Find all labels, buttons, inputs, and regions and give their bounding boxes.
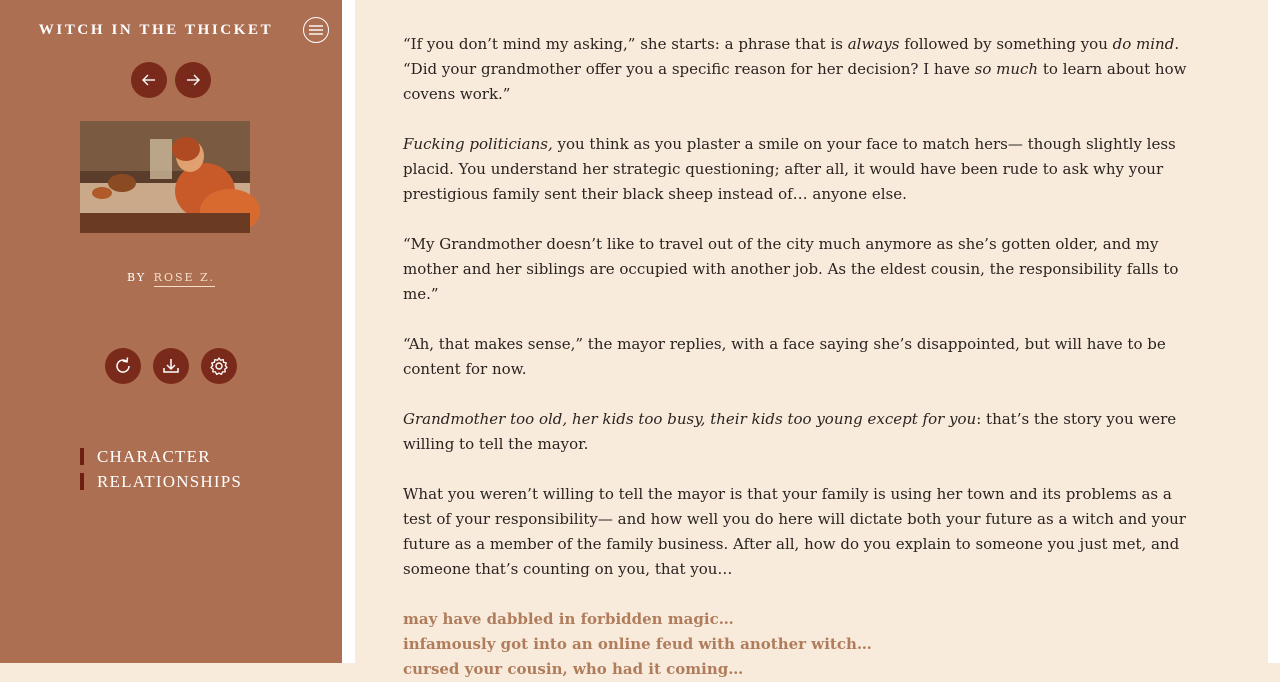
sidebar-item-label: RELATIONSHIPS	[97, 471, 243, 491]
restart-icon	[113, 356, 133, 376]
back-button[interactable]	[131, 62, 167, 98]
story-title: WITCH IN THE THICKET	[38, 22, 274, 38]
sidebar-item-relationships[interactable]	[80, 469, 242, 494]
sidebar	[0, 0, 342, 663]
choice-list	[403, 607, 1203, 682]
text: followed by something you	[899, 35, 1113, 53]
menu-button[interactable]	[303, 17, 329, 43]
text: : that’s the story you were willing to tell the mayor.	[403, 410, 1177, 453]
download-icon	[161, 356, 181, 376]
settings-button[interactable]	[201, 348, 237, 384]
sidebar-item-label: CHARACTER	[97, 446, 211, 466]
cover-portrait	[80, 121, 250, 233]
nav-marker	[80, 448, 84, 465]
text: “If you don’t mind my asking,” she starts: a phrase that is	[403, 35, 848, 53]
paragraph: “Ah, that makes sense,” the mayor replies, with a face saying she’s disappointed, but will have to be content for now.	[403, 335, 1166, 378]
paragraph: “My Grandmother doesn’t like to travel out of the city much anymore as she’s gotten older, and my mother and her siblings are occupied with another job. As the eldest cousin, the responsibility falls to me.”	[403, 235, 1179, 303]
author-link[interactable]: ROSE Z.	[154, 271, 215, 287]
emphasis: Grandmother too old, her kids too busy, their kids too young except for you	[403, 410, 977, 428]
passage	[403, 32, 1203, 682]
choice-link[interactable]: may have dabbled in forbidden magic…	[403, 610, 734, 628]
text: to learn about how covens work.”	[403, 60, 1187, 103]
restart-button[interactable]	[105, 348, 141, 384]
sidebar-nav	[80, 444, 242, 494]
emphasis: so much	[974, 60, 1039, 78]
emphasis: always	[847, 35, 900, 53]
page-edge	[1268, 0, 1280, 663]
arrow-left-icon	[142, 74, 156, 86]
paragraph	[403, 407, 1203, 457]
arrow-right-icon	[186, 74, 200, 86]
paragraph	[403, 132, 1203, 207]
choice-link[interactable]: cursed your cousin, who had it coming…	[403, 660, 744, 678]
text: . “Did your grandmother offer you a specific reason for her decision? I have	[403, 35, 1180, 78]
paragraph: What you weren’t willing to tell the mayor is that your family is using her town and its problems as a test of your responsibility— and how well you do here will dictate both your future as a witch and your future as a member of the family business. After all, how do you explain to someone you just met, and someone that’s counting on you, that you…	[403, 485, 1186, 578]
hamburger-menu-icon	[309, 25, 323, 35]
divider	[342, 0, 355, 663]
save-button[interactable]	[153, 348, 189, 384]
paragraph	[403, 32, 1203, 107]
choice-link[interactable]: infamously got into an online feud with another witch…	[403, 635, 872, 653]
gear-icon	[209, 356, 229, 376]
byline-prefix: BY	[127, 271, 147, 284]
sidebar-item-character[interactable]	[80, 444, 242, 469]
text: you think as you plaster a smile on your face to match hers— though slightly less placid. You understand her strategic questioning; after all, it would have been rude to ask why your prestigious family sent their black sheep instead of… anyone else.	[403, 135, 1176, 203]
nav-marker	[80, 473, 84, 490]
forward-button[interactable]	[175, 62, 211, 98]
emphasis: Fucking politicians,	[403, 135, 553, 153]
emphasis: do mind	[1112, 35, 1175, 53]
byline	[0, 271, 342, 284]
